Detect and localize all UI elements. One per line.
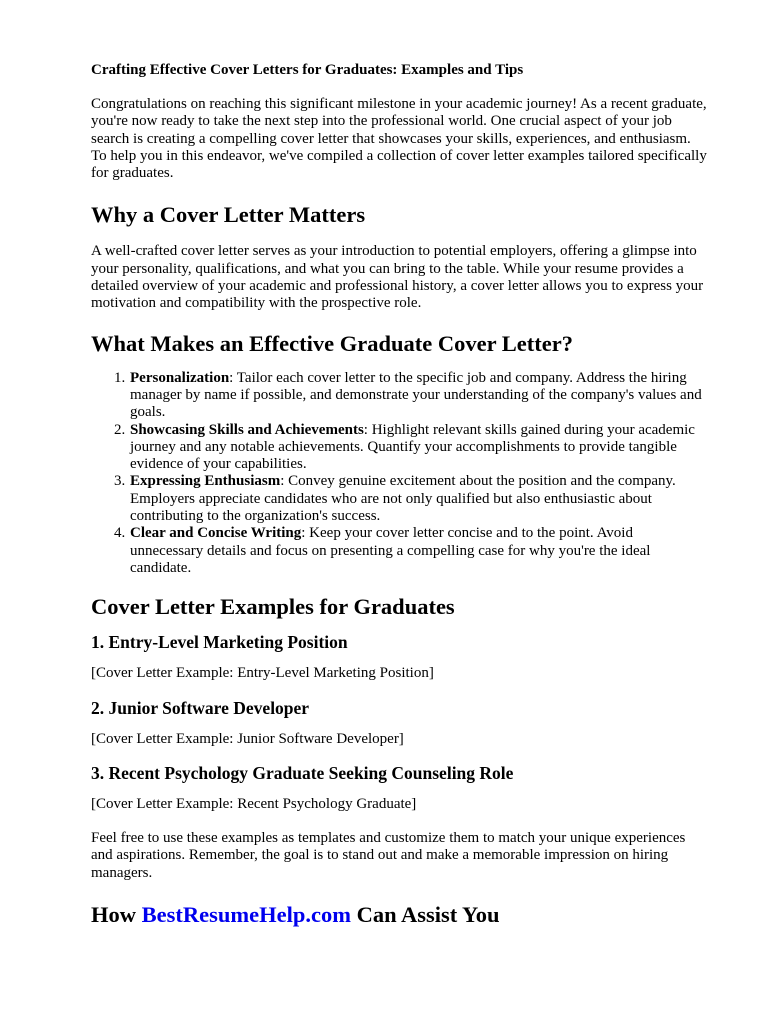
how-heading-prefix: How [91,902,142,928]
tip-term: Showcasing Skills and Achievements [130,421,364,438]
tip-term: Personalization [130,369,230,386]
tips-list [91,370,708,578]
example-placeholder: [Cover Letter Example: Junior Software Developer] [91,730,404,747]
examples-heading: Cover Letter Examples for Graduates [91,594,455,620]
tip-term: Expressing Enthusiasm [130,473,281,490]
example-placeholder: [Cover Letter Example: Recent Psychology Graduate] [91,795,417,812]
tip-item [129,525,708,577]
example-heading: 2. Junior Software Developer [91,697,310,718]
tip-item [129,370,708,422]
intro-paragraph: Congratulations on reaching this significant milestone in your academic journey! As a recent graduate, you're now ready to take the next step into the professional world. One crucial aspect of your job search is creating a compelling cover letter that showcases your skills, experiences, and enthusiasm. To help you in this endeavor, we've compiled a collection of cover letter examples tailored specifically for graduates. [91,96,707,182]
example-placeholder: [Cover Letter Example: Entry-Level Marketing Position] [91,665,434,682]
closing-paragraph: Feel free to use these examples as templates and customize them to match your unique experiences and aspirations. Remember, the goal is to stand out and make a memorable impression on hiring managers. [91,830,686,881]
tip-desc: : Convey genuine excitement about the position and the company. Employers appreciate candidates who are not only qualified but also enthusiastic about contributing to the organization's success. [130,473,676,525]
tip-desc: : Tailor each cover letter to the specific job and company. Address the hiring manager by name if possible, and demonstrate your understanding of the company's values and goals. [130,369,702,421]
why-paragraph: A well-crafted cover letter serves as your introduction to potential employers, offering a glimpse into your personality, qualifications, and what you can bring to the table. While your resume provides a detailed overview of your academic and professional history, a cover letter allows you to express your motivation and compatibility with the prospective role. [91,243,704,312]
tip-desc: : Keep your cover letter concise and to the point. Avoid unnecessary details and focus on presenting a compelling case for why you're the ideal candidate. [130,525,651,576]
bestresumehelp-link[interactable]: BestResumeHelp.com [141,902,351,928]
tip-item [129,422,708,474]
tip-desc: : Highlight relevant skills gained during your academic journey and any notable achievements. Quantify your accomplishments to provide tangible evidence of your capabilities. [130,421,695,473]
what-heading: What Makes an Effective Graduate Cover Letter? [91,330,573,356]
how-heading [91,902,708,928]
example-heading: 3. Recent Psychology Graduate Seeking Counseling Role [91,762,514,783]
why-heading: Why a Cover Letter Matters [91,202,366,228]
how-heading-suffix: Can Assist You [350,902,500,928]
tip-term: Clear and Concise Writing [130,525,302,542]
article-title: Crafting Effective Cover Letters for Graduates: Examples and Tips [91,62,524,78]
example-heading: 1. Entry-Level Marketing Position [91,632,348,653]
tip-item [129,473,708,525]
